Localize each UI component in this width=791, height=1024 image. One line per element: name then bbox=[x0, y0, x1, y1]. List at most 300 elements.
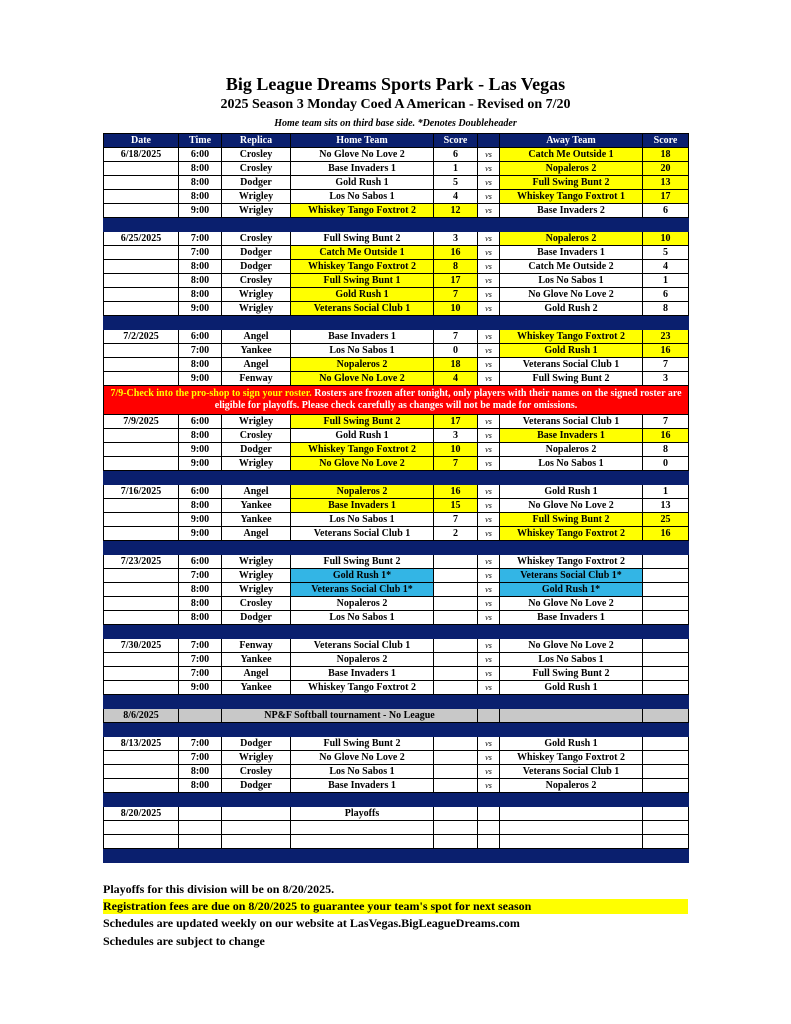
week-date bbox=[104, 611, 179, 625]
separator-cell bbox=[179, 793, 222, 807]
home-team: Los No Sabos 1 bbox=[291, 344, 434, 358]
home-score: 3 bbox=[434, 232, 478, 246]
game-time: 8:00 bbox=[179, 260, 222, 274]
game-row bbox=[104, 681, 689, 695]
separator-cell bbox=[104, 541, 179, 555]
vs-cell: vs bbox=[478, 653, 500, 667]
separator-cell bbox=[291, 695, 434, 709]
home-score: 8 bbox=[434, 260, 478, 274]
separator-cell bbox=[222, 793, 291, 807]
home-score bbox=[434, 821, 478, 835]
vs-cell: vs bbox=[478, 485, 500, 499]
field-name: Crosley bbox=[222, 597, 291, 611]
separator-cell bbox=[104, 471, 179, 485]
field-name: Fenway bbox=[222, 639, 291, 653]
game-time: 9:00 bbox=[179, 443, 222, 457]
away-score: 0 bbox=[643, 457, 689, 471]
week-date bbox=[104, 527, 179, 541]
field-name: Wrigley bbox=[222, 457, 291, 471]
separator-cell bbox=[179, 218, 222, 232]
week-date bbox=[104, 653, 179, 667]
game-time: 8:00 bbox=[179, 274, 222, 288]
header-date: Date bbox=[104, 134, 179, 148]
separator-cell bbox=[222, 541, 291, 555]
away-team: Catch Me Outside 2 bbox=[500, 260, 643, 274]
separator-cell bbox=[478, 471, 500, 485]
field-name: Crosley bbox=[222, 162, 291, 176]
week-date: 7/9/2025 bbox=[104, 415, 179, 429]
separator-cell bbox=[179, 316, 222, 330]
separator-cell bbox=[179, 695, 222, 709]
week-date: 7/30/2025 bbox=[104, 639, 179, 653]
away-team: Nopaleros 2 bbox=[500, 162, 643, 176]
home-team: No Glove No Love 2 bbox=[291, 148, 434, 162]
away-score: 5 bbox=[643, 246, 689, 260]
away-team: Full Swing Bunt 2 bbox=[500, 513, 643, 527]
field-name: Angel bbox=[222, 485, 291, 499]
home-team-note: Home team sits on third base side. *Denotes Doubleheader bbox=[274, 118, 517, 129]
field-name: Wrigley bbox=[222, 555, 291, 569]
away-score: 1 bbox=[643, 485, 689, 499]
field-name: Dodger bbox=[222, 779, 291, 793]
separator-cell bbox=[478, 695, 500, 709]
separator-cell bbox=[222, 849, 291, 863]
away-team bbox=[500, 821, 643, 835]
week-date bbox=[104, 274, 179, 288]
week-separator bbox=[104, 849, 689, 863]
home-score: 7 bbox=[434, 513, 478, 527]
game-time: 8:00 bbox=[179, 499, 222, 513]
home-team: Base Invaders 1 bbox=[291, 779, 434, 793]
away-score bbox=[643, 807, 689, 821]
week-date: 8/6/2025 bbox=[104, 709, 179, 723]
separator-cell bbox=[478, 723, 500, 737]
home-score bbox=[434, 597, 478, 611]
field-name bbox=[222, 835, 291, 849]
week-date bbox=[104, 260, 179, 274]
week-date bbox=[104, 344, 179, 358]
vs-cell: vs bbox=[478, 457, 500, 471]
header-time: Time bbox=[179, 134, 222, 148]
vs-cell bbox=[478, 835, 500, 849]
time-cell bbox=[179, 709, 222, 723]
header-replica: Replica bbox=[222, 134, 291, 148]
home-team: Full Swing Bunt 2 bbox=[291, 737, 434, 751]
home-team: Gold Rush 1 bbox=[291, 176, 434, 190]
vs-cell: vs bbox=[478, 443, 500, 457]
away-score bbox=[643, 583, 689, 597]
week-date bbox=[104, 821, 179, 835]
week-separator bbox=[104, 541, 689, 555]
week-date: 8/13/2025 bbox=[104, 737, 179, 751]
separator-cell bbox=[434, 695, 478, 709]
away-team: Gold Rush 1 bbox=[500, 485, 643, 499]
week-separator bbox=[104, 695, 689, 709]
separator-cell bbox=[222, 625, 291, 639]
vs-cell: vs bbox=[478, 358, 500, 372]
away-team: No Glove No Love 2 bbox=[500, 597, 643, 611]
separator-cell bbox=[500, 471, 643, 485]
table-header-row bbox=[104, 134, 689, 148]
vs-cell: vs bbox=[478, 555, 500, 569]
vs-cell bbox=[478, 821, 500, 835]
week-separator bbox=[104, 218, 689, 232]
game-time: 7:00 bbox=[179, 737, 222, 751]
home-team: Full Swing Bunt 1 bbox=[291, 274, 434, 288]
home-team: Full Swing Bunt 2 bbox=[291, 555, 434, 569]
game-time: 9:00 bbox=[179, 513, 222, 527]
separator-cell bbox=[500, 723, 643, 737]
separator-cell bbox=[291, 849, 434, 863]
separator-cell bbox=[643, 471, 689, 485]
separator-cell bbox=[222, 723, 291, 737]
separator-cell bbox=[434, 541, 478, 555]
game-row bbox=[104, 358, 689, 372]
week-date bbox=[104, 302, 179, 316]
vs-cell: vs bbox=[478, 597, 500, 611]
separator-cell bbox=[222, 316, 291, 330]
field-name: Yankee bbox=[222, 653, 291, 667]
vs-cell bbox=[478, 709, 500, 723]
roster-alert-text: Rosters are frozen after tonight, only players with their names on the signed roster are eligible for playoffs. Please check carefully as changes will not be made for omissions. bbox=[214, 388, 682, 411]
week-date: 8/20/2025 bbox=[104, 807, 179, 821]
home-team: Nopaleros 2 bbox=[291, 358, 434, 372]
game-row bbox=[104, 779, 689, 793]
week-date bbox=[104, 190, 179, 204]
away-team: Full Swing Bunt 2 bbox=[500, 372, 643, 386]
game-row bbox=[104, 765, 689, 779]
home-team: Whiskey Tango Foxtrot 2 bbox=[291, 681, 434, 695]
home-team: Base Invaders 1 bbox=[291, 330, 434, 344]
away-team: Whiskey Tango Foxtrot 2 bbox=[500, 555, 643, 569]
game-time: 7:00 bbox=[179, 751, 222, 765]
separator-cell bbox=[104, 793, 179, 807]
game-row bbox=[104, 344, 689, 358]
vs-cell: vs bbox=[478, 779, 500, 793]
field-name: Wrigley bbox=[222, 583, 291, 597]
page-title: Big League Dreams Sports Park - Las Vegas bbox=[225, 74, 566, 94]
field-name: Crosley bbox=[222, 148, 291, 162]
field-name bbox=[222, 821, 291, 835]
game-time: 7:00 bbox=[179, 667, 222, 681]
game-time: 6:00 bbox=[179, 148, 222, 162]
game-time: 8:00 bbox=[179, 288, 222, 302]
week-date bbox=[104, 597, 179, 611]
separator-cell bbox=[291, 625, 434, 639]
vs-cell: vs bbox=[478, 415, 500, 429]
away-score bbox=[643, 597, 689, 611]
field-name: Angel bbox=[222, 527, 291, 541]
home-team: Veterans Social Club 1 bbox=[291, 527, 434, 541]
game-row bbox=[104, 597, 689, 611]
game-time: 8:00 bbox=[179, 429, 222, 443]
away-team: Base Invaders 1 bbox=[500, 246, 643, 260]
separator-cell bbox=[434, 316, 478, 330]
week-date: 6/18/2025 bbox=[104, 148, 179, 162]
game-time: 9:00 bbox=[179, 372, 222, 386]
game-time: 6:00 bbox=[179, 485, 222, 499]
away-team: Whiskey Tango Foxtrot 1 bbox=[500, 190, 643, 204]
home-score: 4 bbox=[434, 372, 478, 386]
field-name: Wrigley bbox=[222, 204, 291, 218]
week-date bbox=[104, 429, 179, 443]
home-team bbox=[291, 835, 434, 849]
vs-cell: vs bbox=[478, 162, 500, 176]
separator-cell bbox=[291, 541, 434, 555]
vs-cell: vs bbox=[478, 429, 500, 443]
game-time bbox=[179, 835, 222, 849]
header-vs bbox=[478, 134, 500, 148]
game-row bbox=[104, 429, 689, 443]
vs-cell: vs bbox=[478, 751, 500, 765]
vs-cell: vs bbox=[478, 527, 500, 541]
home-score bbox=[434, 667, 478, 681]
away-score: 10 bbox=[643, 232, 689, 246]
away-score: 7 bbox=[643, 415, 689, 429]
separator-cell bbox=[291, 471, 434, 485]
separator-cell bbox=[434, 849, 478, 863]
away-team: Los No Sabos 1 bbox=[500, 457, 643, 471]
field-name: Wrigley bbox=[222, 569, 291, 583]
vs-cell: vs bbox=[478, 513, 500, 527]
vs-cell: vs bbox=[478, 611, 500, 625]
game-time: 8:00 bbox=[179, 162, 222, 176]
home-score: 0 bbox=[434, 344, 478, 358]
game-row bbox=[104, 667, 689, 681]
away-score: 8 bbox=[643, 443, 689, 457]
table-row bbox=[104, 807, 689, 821]
week-date bbox=[104, 667, 179, 681]
week-separator bbox=[104, 793, 689, 807]
home-score: 17 bbox=[434, 274, 478, 288]
away-score: 25 bbox=[643, 513, 689, 527]
home-team: Gold Rush 1* bbox=[291, 569, 434, 583]
separator-cell bbox=[104, 695, 179, 709]
field-name: Dodger bbox=[222, 443, 291, 457]
week-date bbox=[104, 835, 179, 849]
game-row bbox=[104, 372, 689, 386]
away-score: 23 bbox=[643, 330, 689, 344]
separator-cell bbox=[179, 471, 222, 485]
week-separator bbox=[104, 471, 689, 485]
home-score: 16 bbox=[434, 246, 478, 260]
footer-website-note: Schedules are updated weekly on our website at LasVegas.BigLeagueDreams.com bbox=[103, 916, 520, 930]
game-time bbox=[179, 807, 222, 821]
game-time: 7:00 bbox=[179, 653, 222, 667]
game-time: 7:00 bbox=[179, 569, 222, 583]
game-time: 8:00 bbox=[179, 176, 222, 190]
home-team: Nopaleros 2 bbox=[291, 485, 434, 499]
field-name: Fenway bbox=[222, 372, 291, 386]
separator-cell bbox=[500, 625, 643, 639]
home-team: Base Invaders 1 bbox=[291, 667, 434, 681]
vs-cell bbox=[478, 807, 500, 821]
header-away-team: Away Team bbox=[500, 134, 643, 148]
away-team: Nopaleros 2 bbox=[500, 232, 643, 246]
away-score bbox=[643, 751, 689, 765]
separator-cell bbox=[478, 541, 500, 555]
game-row bbox=[104, 527, 689, 541]
vs-cell: vs bbox=[478, 288, 500, 302]
separator-cell bbox=[478, 793, 500, 807]
vs-cell: vs bbox=[478, 344, 500, 358]
away-score: 8 bbox=[643, 302, 689, 316]
game-row bbox=[104, 443, 689, 457]
separator-cell bbox=[434, 471, 478, 485]
away-team: Whiskey Tango Foxtrot 2 bbox=[500, 751, 643, 765]
week-separator bbox=[104, 723, 689, 737]
home-score: 6 bbox=[434, 148, 478, 162]
game-row bbox=[104, 457, 689, 471]
header-home-team: Home Team bbox=[291, 134, 434, 148]
field-name: Wrigley bbox=[222, 288, 291, 302]
separator-cell bbox=[104, 723, 179, 737]
home-team: Los No Sabos 1 bbox=[291, 513, 434, 527]
separator-cell bbox=[104, 625, 179, 639]
separator-cell bbox=[434, 218, 478, 232]
home-team: Whiskey Tango Foxtrot 2 bbox=[291, 204, 434, 218]
home-score bbox=[434, 779, 478, 793]
game-time: 6:00 bbox=[179, 330, 222, 344]
vs-cell: vs bbox=[478, 765, 500, 779]
home-team: Veterans Social Club 1* bbox=[291, 583, 434, 597]
home-score bbox=[434, 807, 478, 821]
away-team bbox=[500, 835, 643, 849]
game-row bbox=[104, 190, 689, 204]
home-team: Gold Rush 1 bbox=[291, 288, 434, 302]
separator-cell bbox=[179, 849, 222, 863]
away-score: 16 bbox=[643, 429, 689, 443]
separator-cell bbox=[500, 849, 643, 863]
home-team: Los No Sabos 1 bbox=[291, 190, 434, 204]
separator-cell bbox=[500, 793, 643, 807]
separator-cell bbox=[179, 625, 222, 639]
field-name: Wrigley bbox=[222, 751, 291, 765]
field-name: Crosley bbox=[222, 429, 291, 443]
away-team: Veterans Social Club 1 bbox=[500, 358, 643, 372]
field-name: Wrigley bbox=[222, 415, 291, 429]
away-score: 6 bbox=[643, 204, 689, 218]
separator-cell bbox=[434, 793, 478, 807]
week-date bbox=[104, 681, 179, 695]
field-name: Wrigley bbox=[222, 302, 291, 316]
week-date bbox=[104, 204, 179, 218]
week-date bbox=[104, 372, 179, 386]
separator-cell bbox=[643, 723, 689, 737]
separator-cell bbox=[500, 695, 643, 709]
away-score bbox=[643, 765, 689, 779]
separator-cell bbox=[104, 849, 179, 863]
week-date bbox=[104, 246, 179, 260]
home-team: Full Swing Bunt 2 bbox=[291, 232, 434, 246]
home-team: Los No Sabos 1 bbox=[291, 611, 434, 625]
away-score bbox=[643, 835, 689, 849]
game-row bbox=[104, 555, 689, 569]
away-team: Nopaleros 2 bbox=[500, 779, 643, 793]
field-name: Dodger bbox=[222, 611, 291, 625]
separator-cell bbox=[643, 541, 689, 555]
game-row bbox=[104, 288, 689, 302]
week-date bbox=[104, 358, 179, 372]
away-score bbox=[643, 639, 689, 653]
week-date bbox=[104, 443, 179, 457]
away-team: Gold Rush 1* bbox=[500, 583, 643, 597]
home-team: Gold Rush 1 bbox=[291, 429, 434, 443]
week-date: 6/25/2025 bbox=[104, 232, 179, 246]
game-time: 7:00 bbox=[179, 246, 222, 260]
home-score: 2 bbox=[434, 527, 478, 541]
away-team: Gold Rush 1 bbox=[500, 681, 643, 695]
week-separator bbox=[104, 625, 689, 639]
separator-cell bbox=[500, 218, 643, 232]
game-row bbox=[104, 611, 689, 625]
away-team: Whiskey Tango Foxtrot 2 bbox=[500, 527, 643, 541]
away-score bbox=[643, 737, 689, 751]
away-score: 4 bbox=[643, 260, 689, 274]
home-score: 4 bbox=[434, 190, 478, 204]
vs-cell: vs bbox=[478, 246, 500, 260]
home-score: 10 bbox=[434, 302, 478, 316]
home-score bbox=[434, 653, 478, 667]
game-time: 8:00 bbox=[179, 597, 222, 611]
game-row bbox=[104, 485, 689, 499]
separator-cell bbox=[500, 316, 643, 330]
home-score: 1 bbox=[434, 162, 478, 176]
home-team: Veterans Social Club 1 bbox=[291, 302, 434, 316]
field-name: Crosley bbox=[222, 274, 291, 288]
separator-cell bbox=[434, 723, 478, 737]
week-date bbox=[104, 765, 179, 779]
home-team bbox=[291, 821, 434, 835]
game-time: 8:00 bbox=[179, 358, 222, 372]
away-team: Veterans Social Club 1 bbox=[500, 765, 643, 779]
home-team: No Glove No Love 2 bbox=[291, 751, 434, 765]
vs-cell: vs bbox=[478, 190, 500, 204]
separator-cell bbox=[643, 695, 689, 709]
home-team: Veterans Social Club 1 bbox=[291, 639, 434, 653]
page-subtitle: 2025 Season 3 Monday Coed A American - Revised on 7/20 bbox=[220, 97, 571, 112]
game-time: 9:00 bbox=[179, 681, 222, 695]
footer-registration-note: Registration fees are due on 8/20/2025 to guarantee your team's spot for next season bbox=[103, 899, 688, 914]
away-score: 13 bbox=[643, 176, 689, 190]
away-team: Base Invaders 2 bbox=[500, 204, 643, 218]
away-team: Veterans Social Club 1* bbox=[500, 569, 643, 583]
field-name: Wrigley bbox=[222, 190, 291, 204]
separator-cell bbox=[478, 625, 500, 639]
vs-cell: vs bbox=[478, 330, 500, 344]
vs-cell: vs bbox=[478, 499, 500, 513]
away-team: No Glove No Love 2 bbox=[500, 639, 643, 653]
vs-cell: vs bbox=[478, 681, 500, 695]
home-score bbox=[434, 737, 478, 751]
away-team bbox=[500, 807, 643, 821]
away-score: 7 bbox=[643, 358, 689, 372]
game-row bbox=[104, 204, 689, 218]
vs-cell: vs bbox=[478, 260, 500, 274]
game-row bbox=[104, 330, 689, 344]
home-score bbox=[434, 765, 478, 779]
game-row bbox=[104, 260, 689, 274]
game-row bbox=[104, 499, 689, 513]
header-home-score: Score bbox=[434, 134, 478, 148]
separator-cell bbox=[643, 316, 689, 330]
game-time: 7:00 bbox=[179, 344, 222, 358]
away-score bbox=[643, 653, 689, 667]
game-time: 7:00 bbox=[179, 232, 222, 246]
game-row bbox=[104, 415, 689, 429]
separator-cell bbox=[291, 316, 434, 330]
separator-cell bbox=[104, 316, 179, 330]
